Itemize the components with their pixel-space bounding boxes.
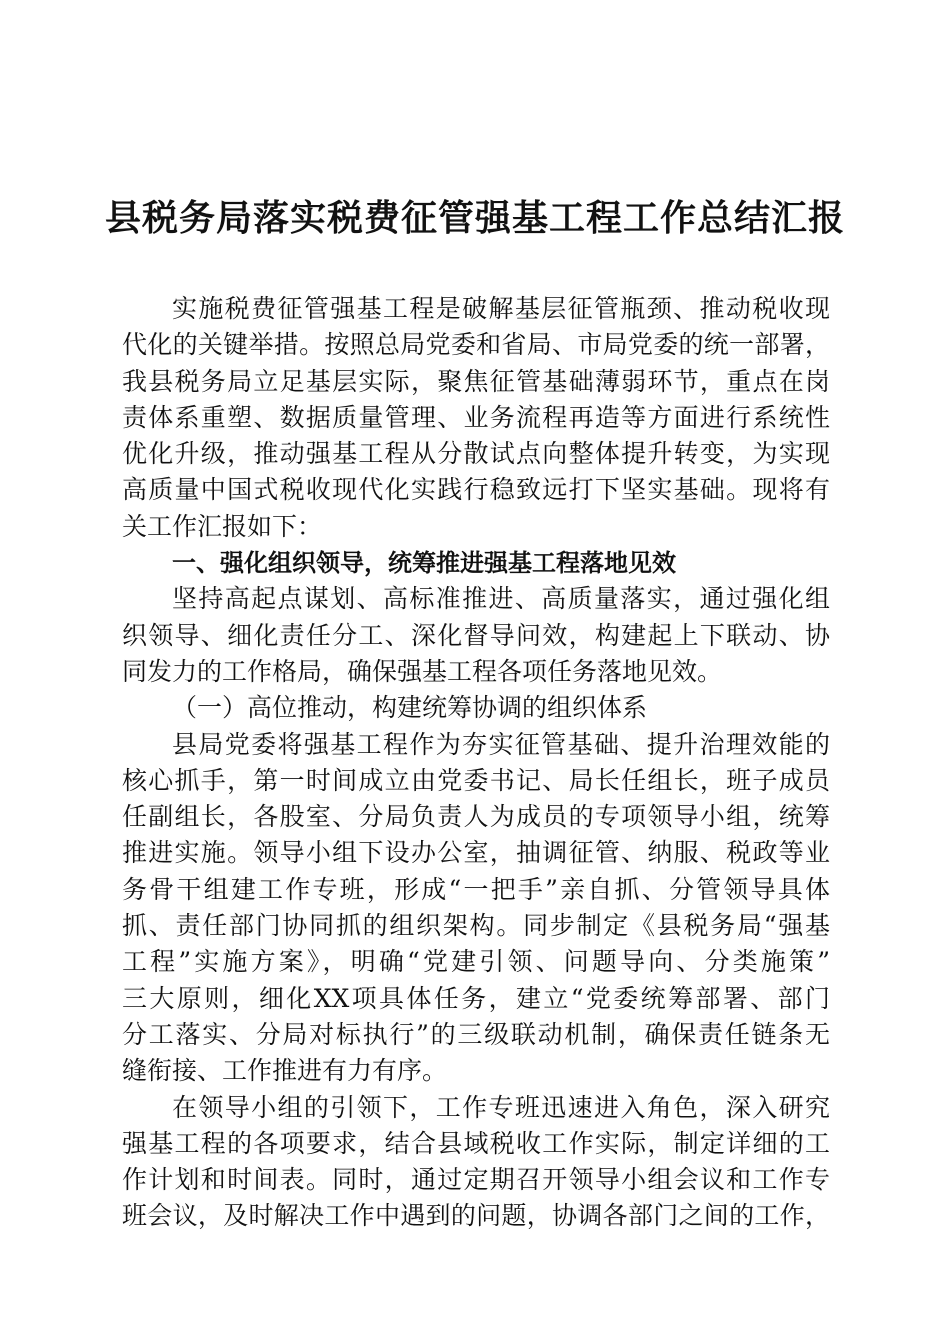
paragraph-line: 作计划和时间表。同时，通过定期召开领导小组会议和工作专 — [122, 1165, 830, 1195]
subsection-heading: （一）高位推动，构建统筹协调的组织体系 — [172, 693, 648, 723]
paragraph-line: 同发力的工作格局，确保强基工程各项任务落地见效。 — [122, 656, 723, 686]
paragraph-line: 班会议，及时解决工作中遇到的问题，协调各部门之间的工作， — [122, 1201, 830, 1231]
paragraph-line: 在领导小组的引领下，工作专班迅速进入角色，深入研究 — [172, 1092, 830, 1122]
paragraph-line: 务骨干组建工作专班，形成“一把手”亲自抓、分管领导具体 — [122, 874, 830, 904]
document-title: 县税务局落实税费征管强基工程工作总结汇报 — [104, 197, 845, 239]
paragraph-line: 关工作汇报如下： — [122, 511, 323, 541]
paragraph-line: 优化升级，推动强基工程从分散试点向整体提升转变，为实现 — [122, 439, 830, 469]
paragraph-line: 抓、责任部门协同抓的组织架构。同步制定《县税务局“强基 — [122, 911, 830, 941]
paragraph-line: 工程”实施方案》，明确“党建引领、问题导向、分类施策” — [122, 947, 830, 977]
paragraph-line: 任副组长，各股室、分局负责人为成员的专项领导小组，统筹 — [122, 802, 830, 832]
paragraph-line: 县局党委将强基工程作为夯实征管基础、提升治理效能的 — [172, 729, 830, 759]
paragraph-line: 推进实施。领导小组下设办公室，抽调征管、纳服、税政等业 — [122, 838, 830, 868]
document-body — [122, 291, 830, 1235]
paragraph-line: 我县税务局立足基层实际，聚焦征管基础薄弱环节，重点在岗 — [122, 366, 830, 396]
paragraph-line: 责体系重塑、数据质量管理、业务流程再造等方面进行系统性 — [122, 402, 830, 432]
paragraph-line: 高质量中国式税收现代化实践行稳致远打下坚实基础。现将有 — [122, 475, 830, 505]
paragraph-line: 织领导、细化责任分工、深化督导问效，构建起上下联动、协 — [122, 620, 830, 650]
section-heading: 一、强化组织领导，统筹推进强基工程落地见效 — [172, 549, 676, 578]
paragraph-line: 三大原则，细化XX项具体任务，建立“党委统筹部署、部门 — [122, 983, 830, 1013]
paragraph-line: 坚持高起点谋划、高标准推进、高质量落实，通过强化组 — [172, 584, 830, 614]
paragraph-line: 核心抓手，第一时间成立由党委书记、局长任组长，班子成员 — [122, 765, 830, 795]
paragraph-line: 强基工程的各项要求，结合县域税收工作实际，制定详细的工 — [122, 1128, 830, 1158]
paragraph-line: 分工落实、分局对标执行”的三级联动机制，确保责任链条无 — [122, 1019, 830, 1049]
paragraph-line: 缝衔接、工作推进有力有序。 — [122, 1056, 448, 1086]
paragraph-line: 实施税费征管强基工程是破解基层征管瓶颈、推动税收现 — [172, 294, 830, 323]
paragraph-line: 代化的关键举措。按照总局党委和省局、市局党委的统一部署， — [122, 330, 830, 360]
